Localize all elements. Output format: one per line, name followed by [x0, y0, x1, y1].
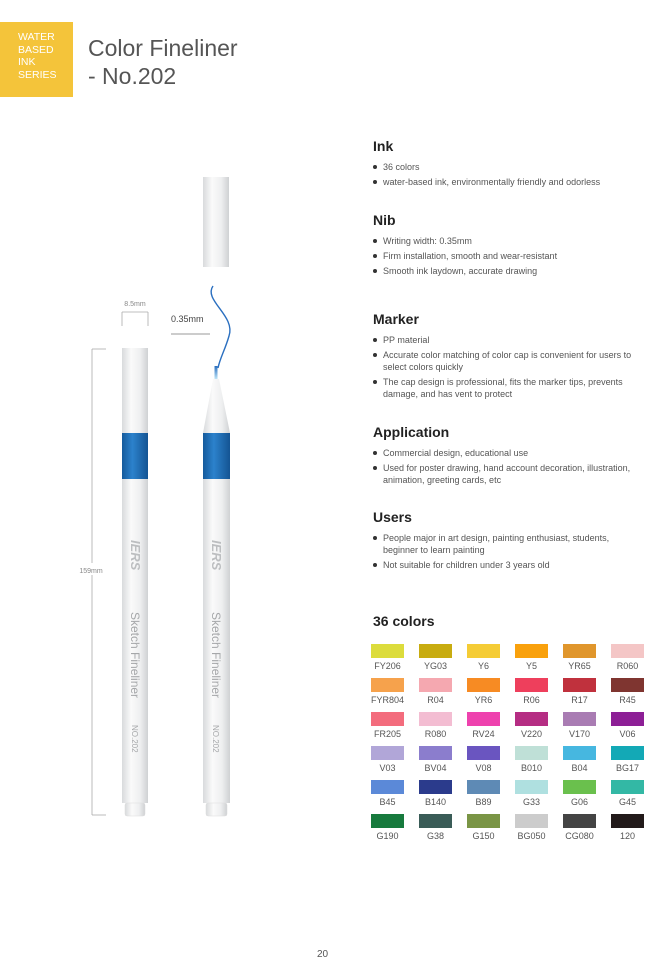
list-item: Used for poster drawing, hand account decoration, illustration, animation, greeting cards, etc: [373, 462, 645, 486]
color-code: G06: [570, 797, 588, 807]
color-code: 120: [619, 831, 636, 841]
color-swatch: [419, 746, 452, 760]
color-code: CG080: [565, 831, 594, 841]
color-code: B45: [379, 797, 396, 807]
color-swatch: [371, 678, 404, 692]
color-swatch: [371, 644, 404, 658]
color-code: BG17: [615, 763, 639, 773]
color-swatch-item: [467, 644, 500, 671]
bullet-list: [373, 235, 645, 277]
color-swatch: [515, 780, 548, 794]
section-nib: [373, 212, 645, 280]
nib: [215, 366, 218, 379]
color-swatch-item: [563, 678, 596, 705]
color-swatch-item: [467, 746, 500, 773]
color-swatch: [419, 712, 452, 726]
color-swatch-item: [563, 780, 596, 807]
pen-cap: [203, 177, 229, 267]
color-swatch: [419, 678, 452, 692]
list-item: The cap design is professional, fits the marker tips, prevents damage, and has vent to protect: [373, 376, 645, 400]
ink-stroke: [211, 286, 230, 368]
color-swatch: [515, 712, 548, 726]
color-swatch-item: [515, 780, 548, 807]
color-swatch-item: [563, 746, 596, 773]
color-code: G190: [376, 831, 399, 841]
product-name: Sketch Fineliner: [209, 612, 223, 699]
color-code: YG03: [423, 661, 447, 671]
color-swatch-item: [419, 712, 452, 739]
badge-line: BASED: [18, 43, 54, 56]
color-swatch: [371, 780, 404, 794]
color-code: V03: [379, 763, 396, 773]
color-swatch: [371, 712, 404, 726]
list-item: Writing width: 0.35mm: [373, 235, 645, 247]
color-code: B89: [475, 797, 492, 807]
product-name: Sketch Fineliner: [128, 612, 142, 699]
color-swatch: [467, 644, 500, 658]
color-code: G150: [472, 831, 495, 841]
palette-title: 36 colors: [373, 613, 435, 629]
color-swatch-item: [419, 780, 452, 807]
color-swatch: [467, 712, 500, 726]
list-item: Firm installation, smooth and wear-resistant: [373, 250, 645, 262]
color-swatch: [419, 644, 452, 658]
color-code: YR6: [474, 695, 493, 705]
pen-open: [203, 177, 230, 816]
color-swatch: [467, 814, 500, 828]
color-code: FY206: [374, 661, 401, 671]
color-code: BV04: [424, 763, 447, 773]
color-swatch-item: [515, 746, 548, 773]
length-label: 159mm: [79, 568, 103, 575]
color-swatch: [563, 678, 596, 692]
color-swatch-item: [515, 678, 548, 705]
color-code: Y5: [525, 661, 537, 671]
bullet-list: [373, 334, 645, 400]
color-swatch-item: [611, 712, 644, 739]
list-item: People major in art design, painting enthusiast, students, beginner to learn painting: [373, 532, 645, 556]
color-code: B04: [571, 763, 588, 773]
color-swatch-item: [563, 814, 596, 841]
page-number: 20: [316, 949, 329, 960]
color-code: R45: [619, 695, 636, 705]
color-swatch: [515, 746, 548, 760]
color-code: R080: [424, 729, 447, 739]
color-code: V220: [520, 729, 543, 739]
badge-line: SERIES: [18, 68, 57, 81]
color-swatch: [611, 644, 644, 658]
list-item: Commercial design, educational use: [373, 447, 645, 459]
color-swatch-item: [515, 644, 548, 671]
title-line-2: - No.202: [88, 63, 177, 89]
color-code: R04: [427, 695, 444, 705]
color-swatch-item: [611, 644, 644, 671]
color-swatch-item: [467, 678, 500, 705]
color-code: R06: [523, 695, 540, 705]
list-item: PP material: [373, 334, 645, 346]
color-swatch-item: [371, 644, 404, 671]
tip-dimension: [171, 314, 210, 334]
list-item: water-based ink, environmentally friendly and odorless: [373, 176, 645, 188]
bullet-list: [373, 447, 645, 486]
bullet-list: [373, 532, 645, 571]
color-swatch-item: [467, 780, 500, 807]
bullet-list: [373, 161, 645, 188]
color-code: B010: [520, 763, 543, 773]
color-swatch: [371, 746, 404, 760]
color-swatch-item: [515, 814, 548, 841]
color-code: Y6: [477, 661, 489, 671]
color-swatch-item: [611, 780, 644, 807]
color-swatch: [611, 678, 644, 692]
section-marker: [373, 311, 645, 403]
color-swatch-item: [611, 678, 644, 705]
color-swatch: [515, 814, 548, 828]
badge-line: WATER: [18, 31, 55, 43]
tip-label: 0.35mm: [171, 314, 204, 324]
pen-capped: [122, 348, 148, 816]
color-code: B140: [424, 797, 447, 807]
color-code: G38: [426, 831, 444, 841]
section-heading: Nib: [373, 212, 396, 228]
width-label: 8.5mm: [124, 301, 146, 308]
color-swatch: [611, 712, 644, 726]
color-code: G33: [522, 797, 540, 807]
section-ink: [373, 138, 645, 191]
color-swatch-item: [371, 780, 404, 807]
list-item: Not suitable for children under 3 years old: [373, 559, 645, 571]
color-swatch-item: [419, 746, 452, 773]
color-swatch-item: [419, 644, 452, 671]
color-swatch-item: [467, 814, 500, 841]
color-code: RV24: [472, 729, 495, 739]
color-swatch: [515, 678, 548, 692]
color-swatch-item: [419, 678, 452, 705]
color-code: R060: [616, 661, 639, 671]
color-swatch-item: [371, 746, 404, 773]
color-code: R17: [571, 695, 588, 705]
color-swatch-item: [371, 678, 404, 705]
color-swatch-item: [419, 814, 452, 841]
color-code: V06: [619, 729, 636, 739]
brand-logo: IERS: [209, 540, 224, 571]
color-swatch: [611, 746, 644, 760]
color-code: BG050: [517, 831, 546, 841]
section-heading: Application: [373, 424, 450, 440]
section-application: [373, 424, 645, 489]
color-swatch: [563, 780, 596, 794]
list-item: Smooth ink laydown, accurate drawing: [373, 265, 645, 277]
section-heading: Ink: [373, 138, 394, 154]
color-swatch: [611, 780, 644, 794]
length-dimension: [76, 349, 106, 815]
model-number: NO.202: [211, 725, 220, 753]
color-swatch: [467, 746, 500, 760]
section-users: [373, 509, 645, 574]
color-swatch-item: [467, 712, 500, 739]
section-heading: Marker: [373, 311, 419, 327]
brand-logo: IERS: [128, 540, 143, 571]
color-swatch: [515, 644, 548, 658]
color-swatch-item: [515, 712, 548, 739]
list-item: Accurate color matching of color cap is convenient for users to select colors quickly: [373, 349, 645, 373]
color-swatch: [419, 814, 452, 828]
color-code: V08: [475, 763, 492, 773]
color-swatch-item: [563, 712, 596, 739]
color-band: [203, 433, 230, 479]
color-swatch-item: [371, 814, 404, 841]
badge-line: INK: [18, 56, 36, 68]
color-swatch: [371, 814, 404, 828]
color-swatch: [611, 814, 644, 828]
list-item: 36 colors: [373, 161, 645, 173]
color-code: V170: [568, 729, 591, 739]
model-number: NO.202: [130, 725, 139, 753]
color-code: FR205: [373, 729, 401, 739]
color-swatch: [563, 746, 596, 760]
width-dimension: [122, 301, 148, 326]
color-swatch: [563, 644, 596, 658]
color-code: G45: [618, 797, 636, 807]
color-code: FYR804: [371, 695, 405, 705]
color-swatch-item: [611, 814, 644, 841]
title-line-1: Color Fineliner: [88, 35, 238, 61]
color-swatch: [563, 712, 596, 726]
color-swatch: [419, 780, 452, 794]
color-swatch-item: [563, 644, 596, 671]
color-swatch-item: [611, 746, 644, 773]
color-band: [122, 433, 148, 479]
color-swatch: [467, 780, 500, 794]
section-heading: Users: [373, 509, 412, 525]
color-swatch: [563, 814, 596, 828]
color-swatch-item: [371, 712, 404, 739]
color-code: YR65: [568, 661, 591, 671]
color-swatch: [467, 678, 500, 692]
